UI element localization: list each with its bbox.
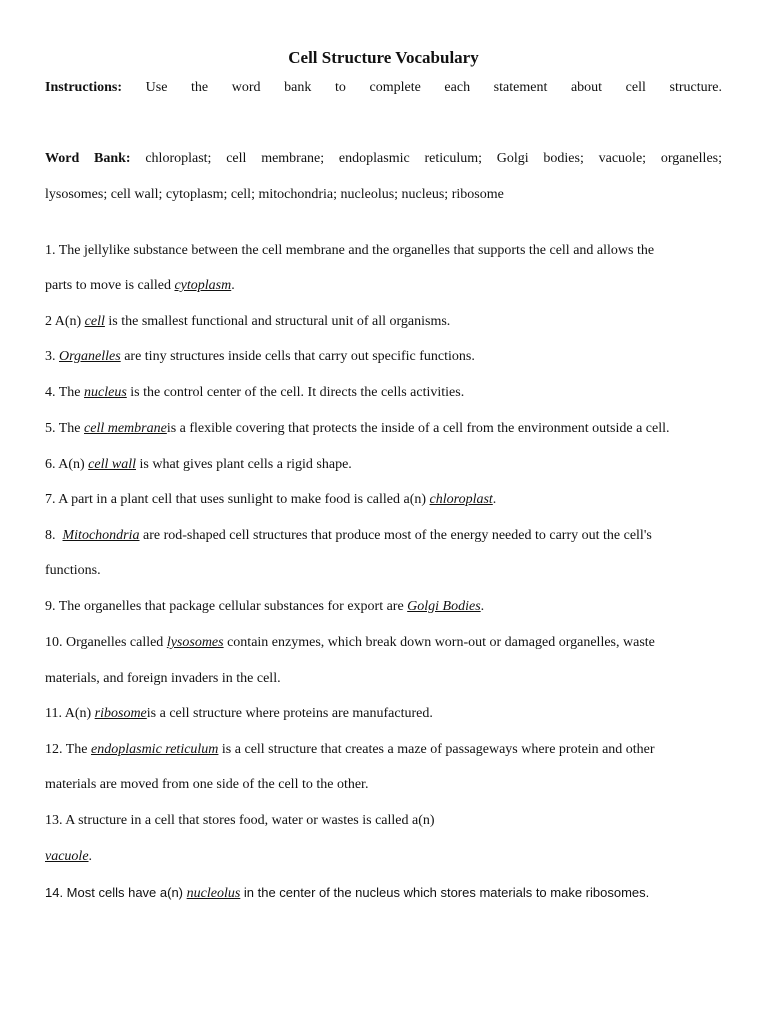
answer: Mitochondria	[62, 528, 140, 543]
answer: nucleolus	[186, 886, 241, 901]
question-8-line1	[45, 528, 735, 544]
question-text: .	[88, 849, 93, 864]
question-text: 14. Most cells have a(n)	[45, 885, 187, 900]
question-12-line2: materials are moved from one side of the cell to the other.	[45, 777, 369, 792]
word-bank-label: Word Bank:	[45, 151, 131, 166]
instructions-text: Use the word bank to complete each statement about cell structure.	[122, 80, 722, 95]
question-text: 2 A(n)	[45, 314, 85, 329]
question-text: 7. A part in a plant cell that uses sunlight to make food is called a(n)	[45, 492, 430, 507]
answer: chloroplast	[429, 492, 493, 507]
question-text: 3.	[45, 349, 59, 364]
question-10-line1	[45, 635, 735, 651]
question-text: is a cell structure where proteins are manufactured.	[146, 706, 433, 721]
question-text: is a flexible covering that protects the inside of a cell from the environment outside a cell.	[166, 421, 670, 436]
question-5	[45, 421, 735, 437]
answer: nucleus	[84, 385, 127, 400]
question-text: 9. The organelles that package cellular substances for export are	[45, 599, 408, 614]
question-2	[45, 314, 735, 330]
question-text: 5. The	[45, 421, 85, 436]
question-1-line1: 1. The jellylike substance between the cell membrane and the organelles that supports the cell and allows the	[45, 243, 655, 258]
question-8-line2: functions.	[45, 563, 101, 578]
answer: Golgi Bodies	[407, 599, 481, 614]
page-title: Cell Structure Vocabulary	[288, 48, 479, 67]
question-text: is a cell structure that creates a maze of passageways where protein and other	[218, 742, 655, 757]
word-bank	[45, 151, 722, 167]
question-text: 6. A(n)	[45, 457, 89, 472]
answer: vacuole	[45, 849, 89, 864]
question-text: 4. The	[45, 385, 85, 400]
question-9	[45, 599, 735, 615]
question-13-line1: 13. A structure in a cell that stores food, water or wastes is called a(n)	[45, 813, 435, 828]
answer: endoplasmic reticulum	[91, 742, 219, 757]
answer: ribosome	[94, 706, 147, 721]
question-10-line2: materials, and foreign invaders in the cell.	[45, 671, 281, 686]
question-text: is what gives plant cells a rigid shape.	[136, 457, 352, 472]
instructions-label: Instructions:	[45, 80, 123, 95]
question-7	[45, 492, 735, 508]
question-1-line2	[45, 278, 735, 294]
question-6	[45, 457, 735, 473]
question-3	[45, 349, 735, 365]
question-text: parts to move is called	[45, 278, 175, 293]
question-text: 10. Organelles called	[45, 635, 167, 650]
question-4	[45, 385, 735, 401]
question-text: 12. The	[45, 742, 92, 757]
answer: cell	[84, 314, 105, 329]
answer: Organelles	[59, 349, 121, 364]
question-text: .	[231, 278, 235, 293]
question-text: in the center of the nucleus which stores materials to make ribosomes.	[240, 885, 650, 900]
question-text: are tiny structures inside cells that carry out specific functions.	[120, 349, 475, 364]
answer: cytoplasm	[174, 278, 232, 293]
question-text: is the smallest functional and structural unit of all organisms.	[104, 314, 451, 329]
word-bank-line1: chloroplast; cell membrane; endoplasmic reticulum; Golgi bodies; vacuole; organelles;	[130, 151, 722, 166]
question-text: are rod-shaped cell structures that produce most of the energy needed to carry out the cell's	[139, 528, 652, 543]
answer: lysosomes	[166, 635, 224, 650]
question-text: .	[480, 599, 485, 614]
word-bank-line2: lysosomes; cell wall; cytoplasm; cell; mitochondria; nucleolus; nucleus; ribosome	[45, 187, 504, 202]
question-text: contain enzymes, which break down worn-out or damaged organelles, waste	[223, 635, 655, 650]
question-13-line2	[45, 849, 735, 865]
question-text: 11. A(n)	[45, 706, 95, 721]
question-14	[45, 885, 735, 902]
question-text: .	[492, 492, 497, 507]
answer: cell membrane	[84, 421, 167, 436]
question-12-line1	[45, 742, 735, 758]
question-text: 8.	[45, 528, 63, 543]
answer: cell wall	[88, 457, 136, 472]
question-11	[45, 706, 735, 722]
question-text: is the control center of the cell. It directs the cells activities.	[126, 385, 465, 400]
instructions	[45, 80, 722, 96]
